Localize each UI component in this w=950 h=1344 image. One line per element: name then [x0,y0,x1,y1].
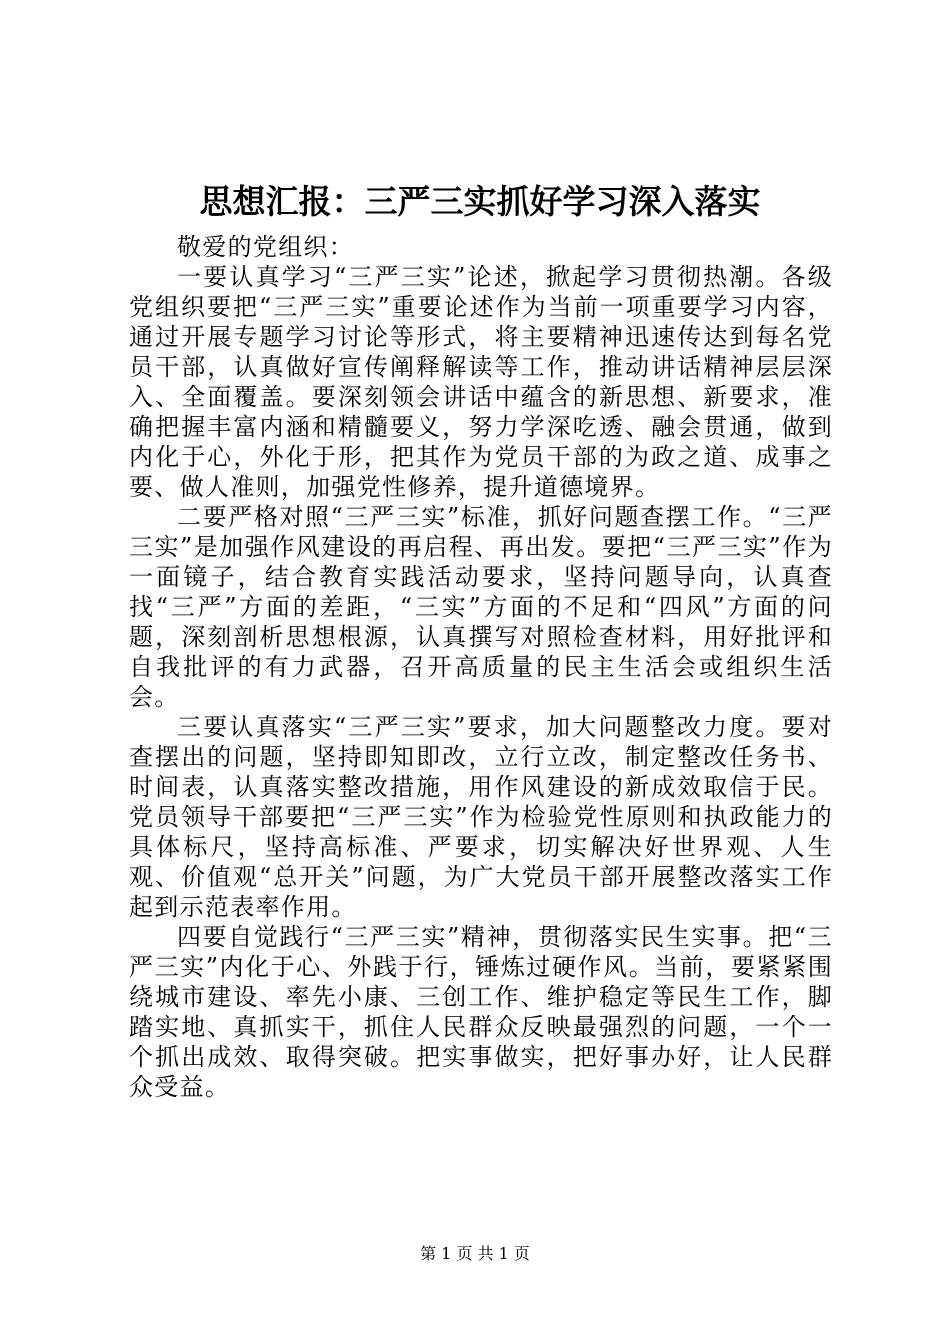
greeting: 敬爱的党组织： [177,233,355,261]
document-title: 思想汇报：三严三实抓好学习深入落实 [199,182,761,221]
paragraph-3: 三要认真落实“三严三实”要求，加大问题整改力度。要对查摆出的问题，坚持即知即改，立行立改，制定整改任务书、时间表，认真落实整改措施，用作风建设的新成效取信于民。党员领导干部要把“三严三实”作为检验党性原则和执政能力的具体标尺，坚持高标准、严要求，切实解决好世界观、人生观、价值观“总开关”问题，为广大党员干部开展整改落实工作起到示范表率作用。 [129,713,833,921]
paragraph-2: 二要严格对照“三严三实”标准，抓好问题查摆工作。“三严三实”是加强作风建设的再启程、再出发。要把“三严三实”作为一面镜子，结合教育实践活动要求，坚持问题导向，认真查找“三严”方面的差距，“三实”方面的不足和“四风”方面的问题，深刻剖析思想根源，认真撰写对照检查材料，用好批评和自我批评的有力武器，召开高质量的民主生活会或组织生活会。 [129,503,833,711]
paragraph-4: 四要自觉践行“三严三实”精神，贯彻落实民生实事。把“三严三实”内化于心、外践于行，锤炼过硬作风。当前，要紧紧围绕城市建设、率先小康、三创工作、维护稳定等民生工作，脚踏实地、真抓实干，抓住人民群众反映最强烈的问题，一个一个抓出成效、取得突破。把实事做实，把好事办好，让人民群众受益。 [129,923,833,1101]
page-number: 第 1 页 共 1 页 [420,1244,530,1263]
document-body [129,232,833,1102]
paragraph-1: 一要认真学习“三严三实”论述，掀起学习贯彻热潮。各级党组织要把“三严三实”重要论述作为当前一项重要学习内容，通过开展专题学习讨论等形式，将主要精神迅速传达到每名党员干部，认真做好宣传阐释解读等工作，推动讲话精神层层深入、全面覆盖。要深刻领会讲话中蕴含的新思想、新要求，准确把握丰富内涵和精髓要义，努力学深吃透、融会贯通，做到内化于心，外化于形，把其作为党员干部的为政之道、成事之要、做人准则，加强党性修养，提升道德境界。 [129,263,833,501]
